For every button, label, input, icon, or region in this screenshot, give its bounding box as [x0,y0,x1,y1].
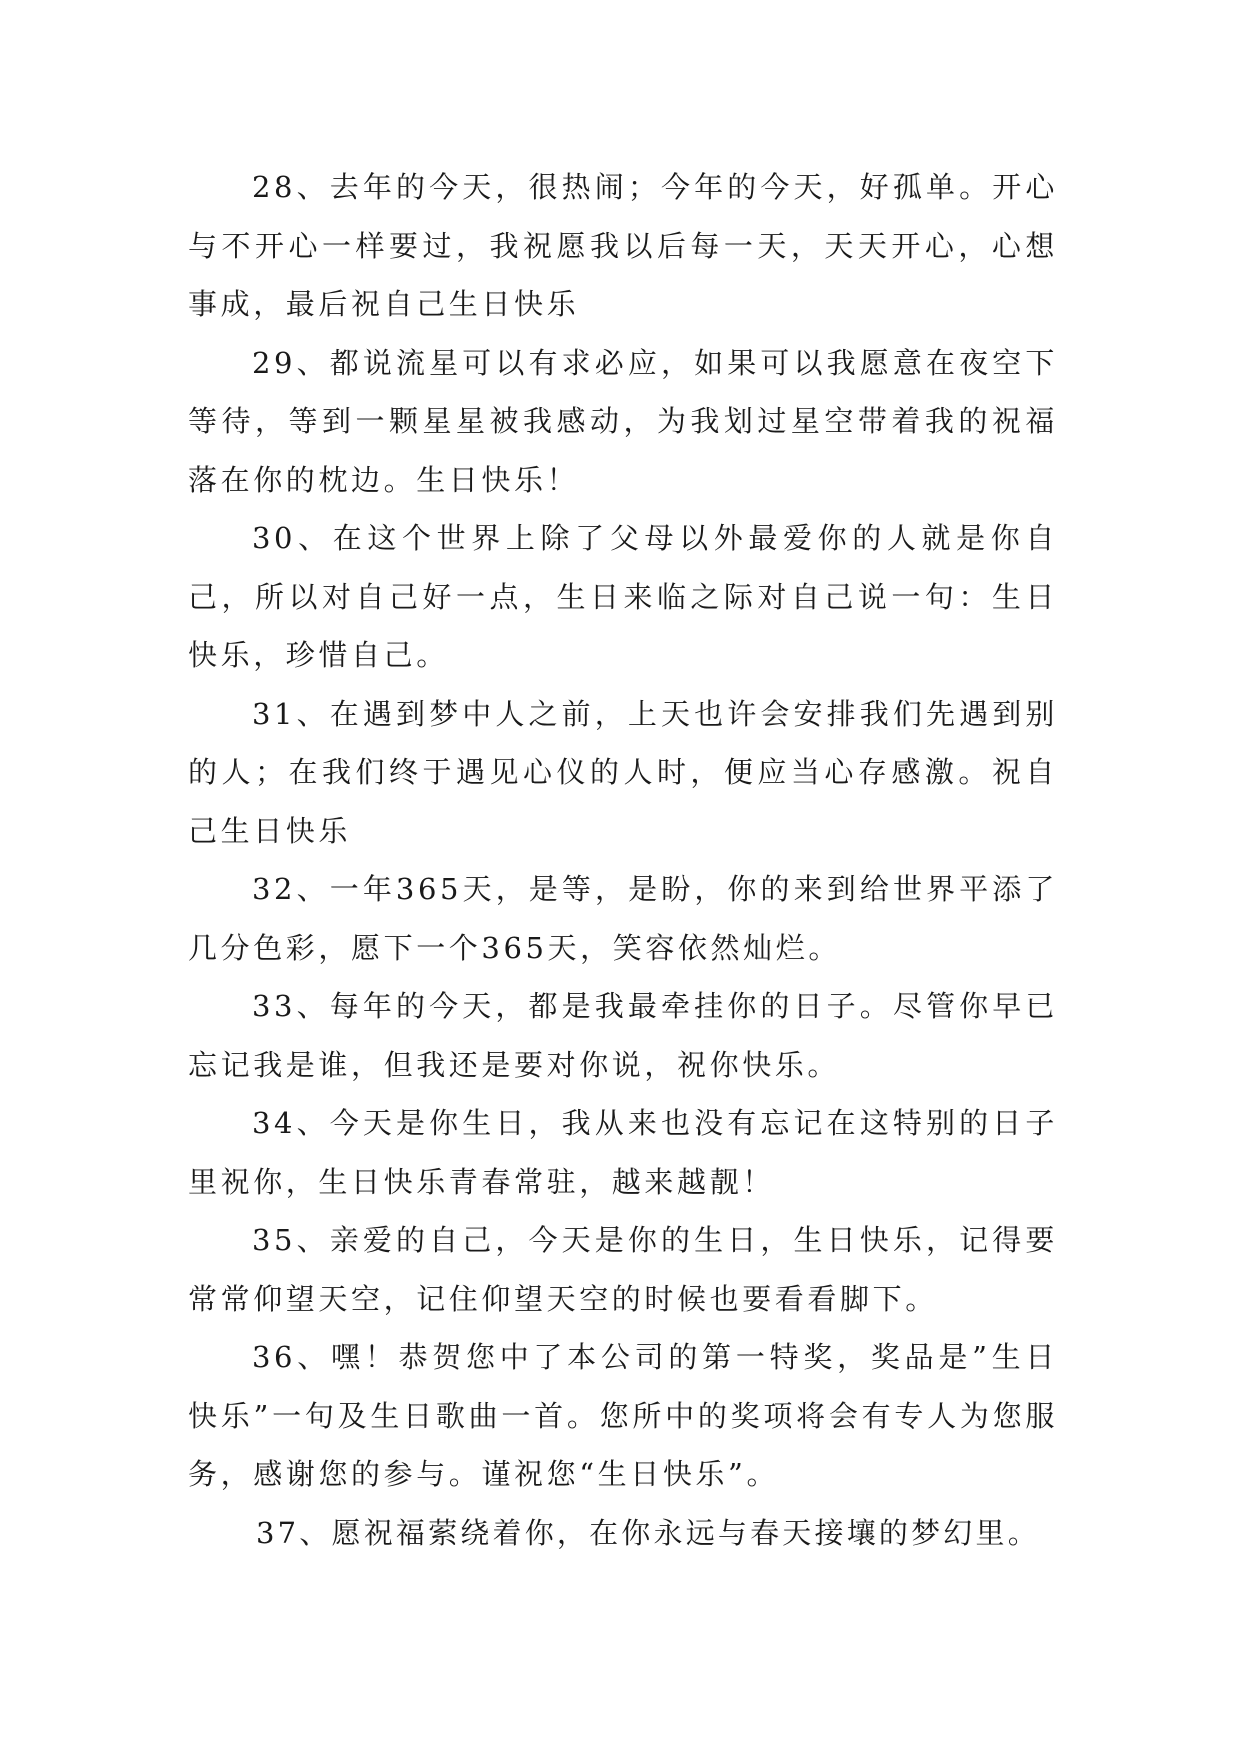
paragraph-37: 37、愿祝福萦绕着你，在你永远与春天接壤的梦幻里。 [256,1515,1040,1550]
document-body [188,158,1058,1562]
paragraph-32: 32、一年365天，是等，是盼，你的来到给世界平添了几分色彩，愿下一个365天，笑容依然灿烂。 [188,872,1058,965]
paragraph-29: 29、都说流星可以有求必应，如果可以我愿意在夜空下等待，等到一颗星星被我感动，为我划过星空带着我的祝福落在你的枕边。生日快乐！ [188,345,1058,497]
paragraph-31: 31、在遇到梦中人之前，上天也许会安排我们先遇到别的人；在我们终于遇见心仪的人时，便应当心存感激。祝自己生日快乐 [188,696,1058,848]
paragraph-33: 33、每年的今天，都是我最牵挂你的日子。尽管你早已忘记我是谁，但我还是要对你说，祝你快乐。 [188,989,1058,1082]
paragraph-28: 28、去年的今天，很热闹；今年的今天，好孤单。开心与不开心一样要过，我祝愿我以后每一天，天天开心，心想事成，最后祝自己生日快乐 [188,170,1058,321]
paragraph-30: 30、在这个世界上除了父母以外最爱你的人就是你自己，所以对自己好一点，生日来临之际对自己说一句：生日快乐，珍惜自己。 [188,521,1058,672]
paragraph-34: 34、今天是你生日，我从来也没有忘记在这特别的日子里祝你，生日快乐青春常驻，越来越靓！ [188,1106,1058,1199]
paragraph-35: 35、亲爱的自己，今天是你的生日，生日快乐，记得要常常仰望天空，记住仰望天空的时候也要看看脚下。 [188,1223,1058,1316]
paragraph-36: 36、嘿！恭贺您中了本公司的第一特奖，奖品是”生日快乐”一句及生日歌曲一首。您所中的奖项将会有专人为您服务，感谢您的参与。谨祝您“生日快乐”。 [188,1340,1058,1491]
